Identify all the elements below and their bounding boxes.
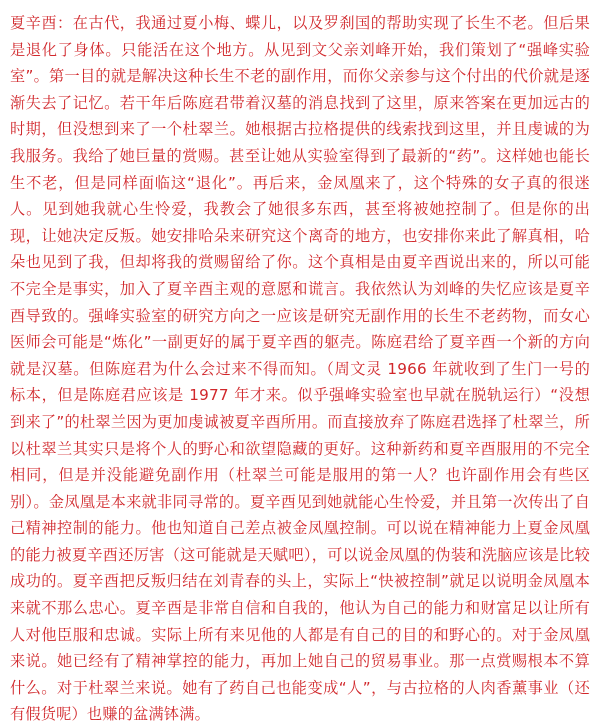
article-body: 夏辛酉：在古代，我通过夏小梅、蝶儿，以及罗刹国的帮助实现了长生不老。但后果是退化了身体。只能活在这个地方。从见到文父亲刘峰开始，我们策划了“强峰实验室”。第一目的就是解决这种长生不老的副作用，而你父亲参与这个付出的代价就是逐渐失去了记忆。若干年后陈庭君带着汉墓的消息找到了这里，原来答案在更加远古的时期，但没想到来了一个杜翠兰。她根据古拉格提供的线索找到这里，并且虔诚的为我服务。我给了她巨量的赏赐。甚至让她从实验室得到了最新的“药”。这样她也能长生不老，但是同样面临这“退化”。再后来，金凤凰来了，这个特殊的女子真的很迷人。见到她我就心生怜爱，我教会了她很多东西，甚至将被她控制了。但是你的出现，让她决定反叛。她安排哈朵来研究这个离奇的地方，也安排你来此了解真相，哈朵也见到了我，但却将我的赏赐留给了你。这个真相是由夏辛酉说出来的，所以可能不完全是事实，加入了夏辛酉主观的意愿和谎言。我依然认为刘峰的失忆应该是夏辛酉导致的。强峰实验室的研究方向之一应该是研究无副作用的长生不老药物，而女心医师会可能是“炼化”一副更好的属于夏辛酉的躯壳。陈庭君给了夏辛酉一个新的方向就是汉墓。但陈庭君为什么会过来不得而知。（周文灵 1966 年就收到了生门一号的标本，但是陈庭君应该是 1977 年才来。似乎强峰实验室也早就在脱轨运行）“没想到来了”的杜翠兰因为更加虔诚被夏辛酉所用。而直接放弃了陈庭君选择了杜翠兰，所以杜翠兰其实只是将个人的野心和欲望隐藏的更好。这种新药和夏辛酉服用的不完全相同，但是并没能避免副作用（杜翠兰可能是服用的第一人？也许副作用会有些区别）。金凤凰是本来就非同寻常的。夏辛酉见到她就能心生怜爱，并且第一次传出了自己精神控制的能力。他也知道自己差点被金凤凰控制。可以说在精神能力上夏金凤凰的能力被夏辛酉还厉害（这可能就是天赋吧），可以说金凤凰的伪装和洗脑应该是比较成功的。夏辛酉把反叛归结在刘青春的头上，实际上“快被控制”就足以说明金凤凰本来就不那么忠心。夏辛酉是非常自信和自我的，他认为自己的能力和财富足以让所有人对他臣服和忠诚。实际上所有来见他的人都是有自己的目的和野心的。对于金凤凰来说。她已经有了精神掌控的能力，再加上她自己的贸易事业。那一点赏赐根本不算什么。对于杜翠兰来说。她有了药自己也能变成“人”，与古拉格的人肉香薰事业（还有假货呢）也赚的盆满钵满。 [10, 14, 590, 724]
